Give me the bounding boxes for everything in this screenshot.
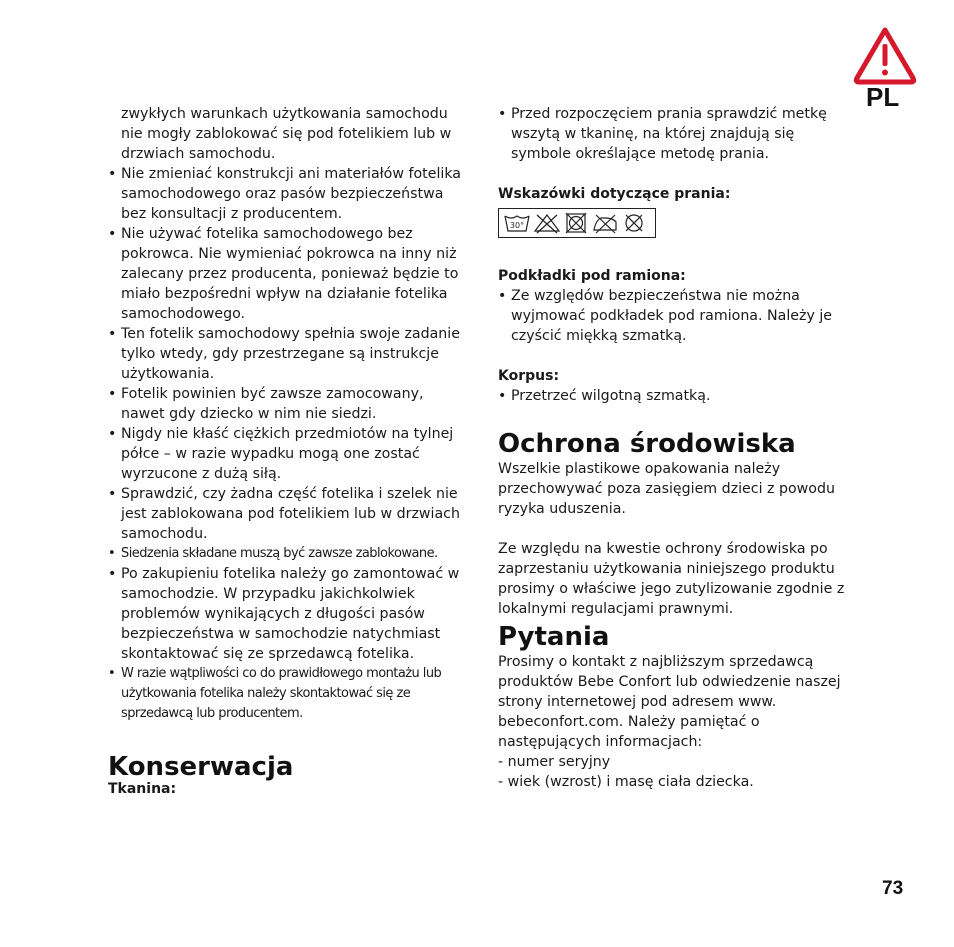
questions-paragraph: Prosimy o kontakt z najbliższym sprzedawcą produktów Bebe Confort lub odwiedzenie naszej strony internetowej pod adresem www. bebeconfort.com. Należy pamiętać o następujących informacjach: [498,654,841,750]
no-iron-icon [591,212,619,234]
environment-heading: Ochrona środowiska [498,429,796,459]
no-bleach-icon [533,212,561,234]
intro-text: zwykłych warunkach użytkowania samochodu nie mogły zablokować się pod fotelikiem lub w drzwiach samochodu. [121,106,452,162]
page-number: 73 [882,878,904,899]
list-item: • W razie wątpliwości co do prawidłowego montażu lub użytkowania fotelika należy skontaktować się ze sprzedawcą lub producentem. [108,664,468,724]
list-item: - wiek (wzrost) i masę ciała dziecka. [498,774,754,790]
shoulder-pads-heading: Podkładki pod ramiona: [498,268,686,284]
right-column [498,104,848,792]
care-symbols-box [498,208,656,238]
language-label: PL [866,82,900,112]
list-item: • Nie używać fotelika samochodowego bez pokrowca. Nie wymieniać pokrowca na inny niż zalecany przez producenta, ponieważ będzie to miało bezpośredni wpływ na działanie fotelika samochodowego. [108,224,468,324]
wash-bullet-list [498,104,848,164]
shoulder-bullet-list [498,286,848,346]
environment-paragraph-2: Ze względu na kwestie ochrony środowiska po zaprzestaniu użytkowania niniejszego produktu prosimy o właściwe jego zutylizowanie zgodnie z lokalnymi regulacjami prawnymi. [498,541,845,617]
list-item: • Nie zmieniać konstrukcji ani materiałów fotelika samochodowego oraz pasów bezpieczeństwa bez konsultacji z producentem. [108,164,468,224]
list-item: • Przed rozpoczęciem prania sprawdzić metkę wszytą w tkaninę, na której znajdują się symbole określające metodę prania. [498,104,848,164]
wash-30-icon [503,212,531,234]
environment-paragraph-1: Wszelkie plastikowe opakowania należy przechowywać poza zasięgiem dzieci z powodu ryzyka uduszenia. [498,461,835,517]
washing-heading: Wskazówki dotyczące prania: [498,186,731,202]
list-item: • Ze względów bezpieczeństwa nie można wyjmować podkładek pod ramiona. Należy je czyścić miękką szmatką. [498,286,848,346]
list-item: • Sprawdzić, czy żadna część fotelika i szelek nie jest zablokowana pod fotelikiem lub w drzwiach samochodu. [108,484,468,544]
list-item: • Fotelik powinien być zawsze zamocowany, nawet gdy dziecko w nim nie siedzi. [108,384,468,424]
body-bullet-list [498,386,848,406]
left-column [108,104,468,796]
no-tumble-dry-icon [563,212,589,234]
body-heading: Korpus: [498,368,560,384]
tkanina-label: Tkanina: [108,781,177,797]
questions-heading: Pytania [498,622,610,652]
no-dry-clean-icon [621,212,647,234]
svg-text:30°: 30° [509,221,525,230]
list-item: • Przetrzeć wilgotną szmatką. [498,386,848,406]
list-item: • Ten fotelik samochodowy spełnia swoje zadanie tylko wtedy, gdy przestrzegane są instrukcje użytkowania. [108,324,468,384]
list-item: • Po zakupieniu fotelika należy go zamontować w samochodzie. W przypadku jakichkolwiek problemów wynikających z długości pasów bezpieczeństwa w samochodzie natychmiast skontaktować się ze sprzedawcą fotelika. [108,564,468,664]
list-item: • Siedzenia składane muszą być zawsze zablokowane. [108,544,468,564]
list-item: • Nigdy nie kłaść ciężkich przedmiotów na tylnej półce – w razie wypadku mogą one zostać wyrzucone z dużą siłą. [108,424,468,484]
list-item: - numer seryjny [498,754,611,770]
konserwacja-heading: Konserwacja [108,752,294,782]
safety-bullet-list [108,164,468,724]
